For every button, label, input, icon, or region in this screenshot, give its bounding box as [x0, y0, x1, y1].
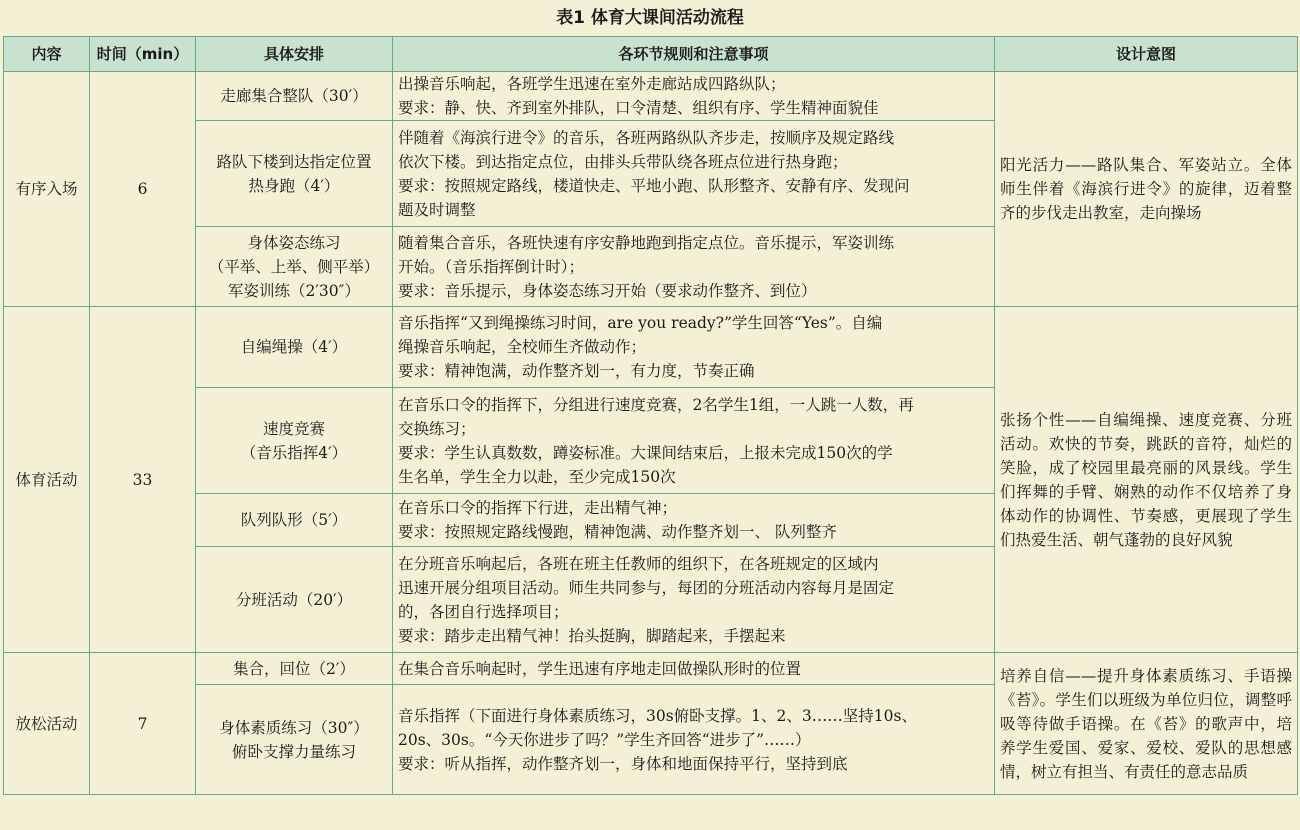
arrangement-line: 俯卧支撑力量练习: [231, 742, 356, 761]
header-arrangement: 具体安排: [196, 37, 393, 72]
arrangement-cell: [196, 227, 393, 307]
arrangement-cell: [196, 388, 393, 494]
rules-cell: [393, 494, 995, 547]
rules-line: 在分班音乐响起后，各班在班主任教师的组织下，在各班规定的区域内: [398, 554, 879, 573]
rules-line: 20s、30s。“今天你进步了吗？”学生齐回答“进步了”……）: [398, 730, 811, 749]
rules-cell: [393, 307, 995, 388]
arrangement-cell: [196, 72, 393, 121]
rules-line: 要求：音乐提示，身体姿态练习开始（要求动作整齐、到位）: [398, 281, 817, 300]
section-time: 7: [90, 653, 196, 795]
rules-cell: [393, 72, 995, 121]
section-time: 6: [90, 72, 196, 307]
arrangement-line: 自编绳操（4′）: [240, 338, 348, 356]
rules-line: 的，各团自行选择项目；: [398, 602, 569, 621]
rules-line: 绳操音乐响起，全校师生齐做动作；: [398, 338, 647, 356]
section-intent: 阳光活力——路队集合、军姿站立。全体师生伴着《海滨行进令》的旋律，迈着整齐的步伐走出教室，走向操场: [995, 72, 1298, 307]
activity-table: [3, 36, 1298, 795]
arrangement-cell: [196, 307, 393, 388]
rules-line: 要求：学生认真数数，蹲姿标准。大课间结束后，上报未完成150次的学: [398, 443, 893, 462]
arrangement-line: （平举、上举、侧平举）: [208, 257, 380, 276]
arrangement-line: 身体素质练习（30″）: [219, 718, 369, 737]
section-intent: 张扬个性——自编绳操、速度竞赛、分班活动。欢快的节奏，跳跃的音符，灿烂的笑脸，成了校园里最亮丽的风景线。学生们挥舞的手臂、娴熟的动作不仅培养了身体动作的协调性、节奏感，更展现了学生们热爱生活、朝气蓬勃的良好风貌: [995, 307, 1298, 653]
rules-cell: [393, 547, 995, 653]
arrangement-cell: [196, 653, 393, 685]
rules-line: 要求：静、快、齐到室外排队，口令清楚、组织有序、学生精神面貌佳: [398, 99, 879, 117]
header-intent: 设计意图: [995, 37, 1298, 72]
section-content: 放松活动: [4, 653, 90, 795]
rules-line: 要求：按照规定路线，楼道快走、平地小跑、队形整齐、安静有序、发现问: [398, 176, 910, 195]
header-time: 时间（min）: [90, 37, 196, 72]
table-title: 表1 体育大课间活动流程: [556, 8, 744, 28]
rules-line: 题及时调整: [398, 200, 476, 219]
rules-line: 音乐指挥“又到绳操练习时间，are you ready?”学生回答“Yes”。自编: [398, 314, 883, 332]
arrangement-line: 走廊集合整队（30′）: [220, 87, 368, 105]
arrangement-cell: [196, 547, 393, 653]
rules-line: 伴随着《海滨行进令》的音乐，各班两路纵队齐步走，按顺序及规定路线: [398, 128, 895, 147]
arrangement-line: 路队下楼到达指定位置: [216, 152, 372, 171]
header-row: [4, 37, 1298, 72]
rules-line: 在集合音乐响起时，学生迅速有序地走回做操队形时的位置: [398, 659, 802, 678]
arrangement-line: 速度竞赛: [262, 419, 325, 438]
arrangement-cell: [196, 685, 393, 795]
rules-cell: [393, 121, 995, 227]
rules-line: 在音乐口令的指挥下，分组进行速度竞赛，2名学生1组，一人跳一人数，再: [398, 395, 914, 414]
rules-cell: [393, 227, 995, 307]
arrangement-line: （音乐指挥4′）: [240, 443, 348, 462]
table-row: [4, 653, 1298, 685]
header-content: 内容: [4, 37, 90, 72]
arrangement-line: 军姿训练（2′30″）: [228, 281, 360, 300]
rules-line: 开始。（音乐指挥倒计时）；: [398, 257, 585, 276]
arrangement-cell: [196, 494, 393, 547]
header-rules: 各环节规则和注意事项: [393, 37, 995, 72]
table-row: [4, 72, 1298, 121]
arrangement-cell: [196, 121, 393, 227]
rules-line: 要求：听从指挥，动作整齐划一，身体和地面保持平行，坚持到底: [398, 754, 848, 773]
table-body: [4, 72, 1298, 795]
rules-line: 要求：按照规定路线慢跑，精神饱满、动作整齐划一、 队列整齐: [398, 523, 837, 541]
rules-cell: [393, 388, 995, 494]
rules-line: 要求：踏步走出精气神！抬头挺胸，脚踏起来，手摆起来: [398, 626, 786, 645]
rules-line: 在音乐口令的指挥下行进，走出精气神；: [398, 499, 678, 517]
arrangement-line: 身体姿态练习: [247, 233, 341, 252]
rules-line: 依次下楼。到达指定点位，由排头兵带队绕各班点位进行热身跑；: [398, 152, 848, 171]
rules-line: 要求：精神饱满，动作整齐划一，有力度，节奏正确: [398, 362, 755, 380]
arrangement-line: 队列队形（5′）: [240, 511, 348, 529]
arrangement-line: 热身跑（4′）: [248, 176, 340, 195]
rules-line: 交换练习；: [398, 419, 476, 438]
rules-line: 迅速开展分组项目活动。师生共同参与，每团的分班活动内容每月是固定: [398, 578, 895, 597]
rules-line: 生名单，学生全力以赴，至少完成150次: [398, 467, 676, 486]
rules-line: 出操音乐响起，各班学生迅速在室外走廊站成四路纵队；: [398, 75, 786, 93]
rules-cell: [393, 685, 995, 795]
rules-line: 音乐指挥（下面进行身体素质练习，30s俯卧支撑。1、2、3……坚持10s、: [398, 706, 917, 725]
section-content: 有序入场: [4, 72, 90, 307]
rules-line: 随着集合音乐，各班快速有序安静地跑到指定点位。音乐提示，军姿训练: [398, 233, 895, 252]
table-row: [4, 307, 1298, 388]
section-content: 体育活动: [4, 307, 90, 653]
arrangement-line: 分班活动（20′）: [235, 590, 353, 609]
section-intent: 培养自信——提升身体素质练习、手语操《苔》。学生们以班级为单位归位，调整呼吸等待做手语操。在《苔》的歌声中，培养学生爱国、爱家、爱校、爱队的思想感情，树立有担当、有责任的意志品质: [995, 653, 1298, 795]
rules-cell: [393, 653, 995, 685]
arrangement-line: 集合，回位（2′）: [233, 659, 355, 678]
section-time: 33: [90, 307, 196, 653]
